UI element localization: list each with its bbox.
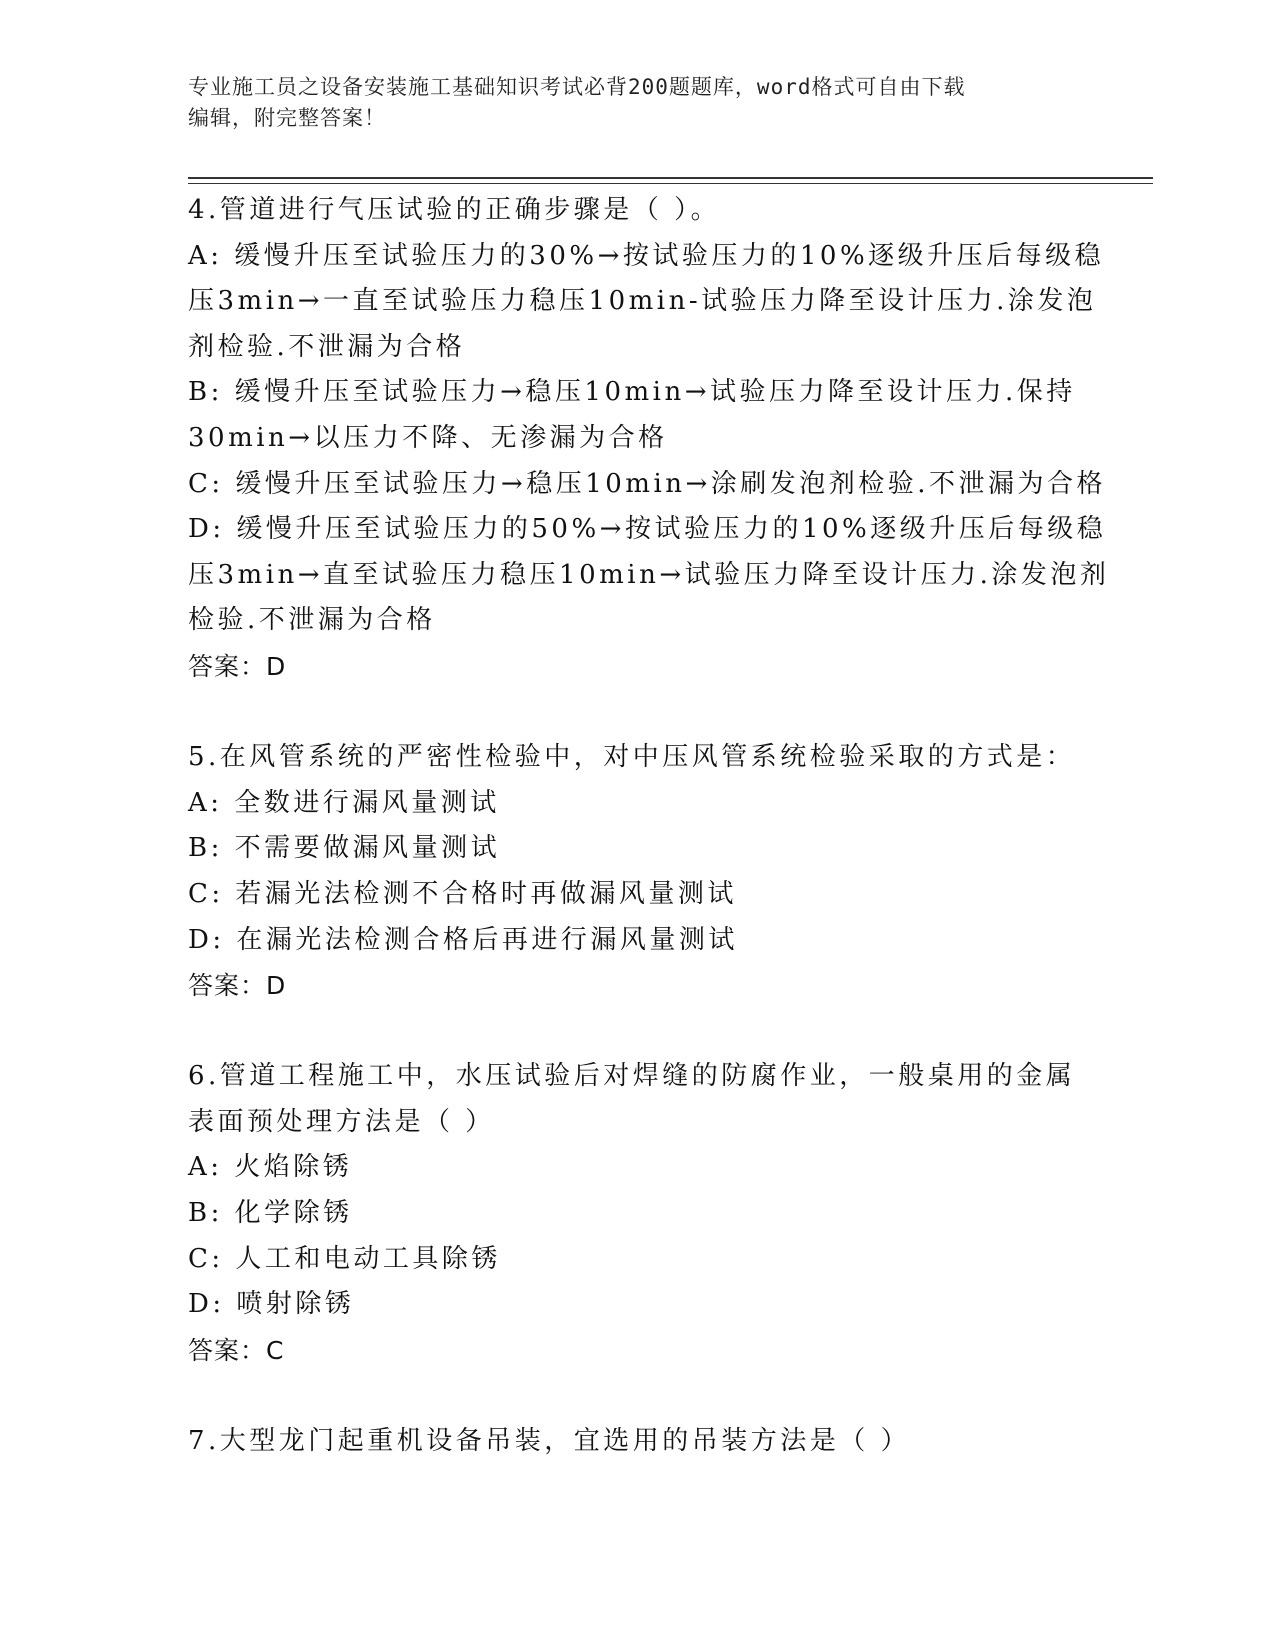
spacer <box>188 690 1088 736</box>
option-c: C: 缓慢升压至试验压力→稳压10min→涂刷发泡剂检验.不泄漏为合格 <box>188 468 1107 499</box>
question-block <box>188 735 1088 1009</box>
question-block <box>188 188 1110 690</box>
option-d-continued: 压3min→直至试验压力稳压10min→试验压力降至设计压力.涂发泡剂 <box>188 559 1110 590</box>
question-stem: 4.管道进行气压试验的正确步骤是（ ）。 <box>188 195 721 225</box>
question-stem: 6.管道工程施工中，水压试验后对焊缝的防腐作业，一般桌用的金属 <box>188 1061 1076 1092</box>
option-d: D: 在漏光法检测合格后再进行漏风量测试 <box>188 924 738 955</box>
option-b-continued: 30min→以压力不降、无渗漏为合格 <box>188 422 668 453</box>
header-divider-thin <box>188 183 1153 184</box>
spacer <box>188 1373 1088 1419</box>
question-block <box>188 1419 1088 1465</box>
document-header <box>188 72 1068 134</box>
option-c: C: 人工和电动工具除锈 <box>188 1243 501 1274</box>
question-stem-continued: 表面预处理方法是（ ） <box>188 1106 495 1137</box>
option-b: B: 不需要做漏风量测试 <box>188 833 501 864</box>
question-stem: 7.大型龙门起重机设备吊装，宜选用的吊装方法是（ ） <box>188 1426 911 1457</box>
option-a: A: 缓慢升压至试验压力的30%→按试验压力的10%逐级升压后每级稳 <box>188 240 1105 271</box>
option-b: B: 化学除锈 <box>188 1198 353 1229</box>
answer-label: 答案：D <box>188 971 287 1001</box>
question-block <box>188 1054 1088 1373</box>
option-a: A: 火焰除锈 <box>188 1152 353 1183</box>
question-list <box>188 188 1110 1465</box>
option-d: D: 缓慢升压至试验压力的50%→按试验压力的10%逐级升压后每级稳 <box>188 514 1107 545</box>
question-stem: 5.在风管系统的严密性检验中，对中压风管系统检验采取的方式是： <box>188 742 1076 773</box>
option-d-continued: 检验.不泄漏为合格 <box>188 605 436 636</box>
answer-label: 答案：D <box>188 651 287 681</box>
spacer <box>188 1009 1088 1055</box>
header-title-line-2: 编辑，附完整答案！ <box>188 106 386 130</box>
option-a-continued: 剂检验.不泄漏为合格 <box>188 331 466 362</box>
option-a-continued: 压3min→一直至试验压力稳压10min-试验压力降至设计压力.涂发泡 <box>188 286 1097 317</box>
option-b: B: 缓慢升压至试验压力→稳压10min→试验压力降至设计压力.保持 <box>188 377 1076 408</box>
option-c: C: 若漏光法检测不合格时再做漏风量测试 <box>188 878 737 909</box>
option-a: A: 全数进行漏风量测试 <box>188 787 500 818</box>
option-d: D: 喷射除锈 <box>188 1289 355 1320</box>
header-title-line-1: 专业施工员之设备安装施工基础知识考试必背200题题库，word格式可自由下载 <box>188 75 966 99</box>
answer-label: 答案：C <box>188 1335 285 1365</box>
header-divider-thick <box>188 177 1153 179</box>
